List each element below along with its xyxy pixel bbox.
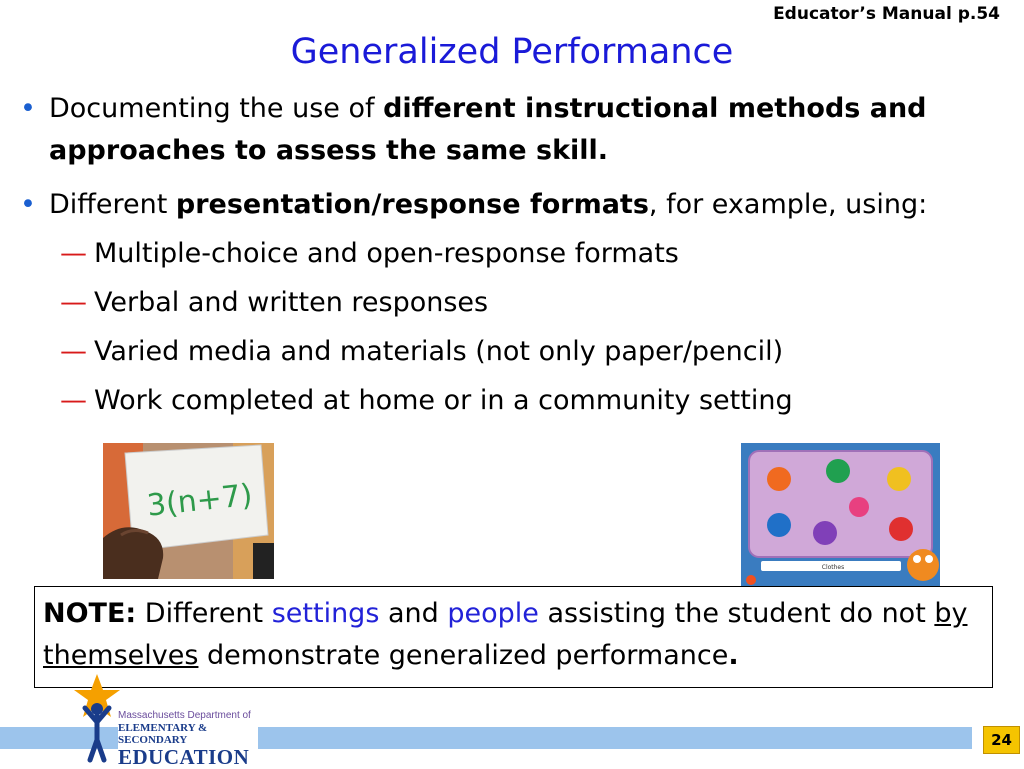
bullet-text-bold: different instructional methods and approaches to assess the same skill. — [49, 93, 927, 166]
sub-bullet-list — [18, 229, 1018, 425]
bullet-dot-icon: • — [20, 93, 36, 124]
note-label: NOTE: — [43, 598, 137, 629]
dash-icon: — — [60, 287, 87, 318]
logo-line-2: ELEMENTARY & SECONDARY — [118, 722, 208, 746]
note-box — [34, 586, 993, 688]
sub-item — [18, 278, 1018, 327]
sub-item-text: Work completed at home or in a community setting — [94, 385, 793, 416]
note-settings: settings — [271, 598, 380, 629]
sub-item — [18, 327, 1018, 376]
sub-item-text: Verbal and written responses — [94, 287, 489, 318]
game-illustration — [741, 443, 940, 589]
photo-illustration — [103, 443, 274, 579]
dash-icon: — — [60, 385, 87, 416]
bullet-text-plain: , for example, using: — [648, 189, 928, 220]
manual-reference: Educator’s Manual p.54 — [773, 4, 1000, 24]
note-underlined: by themselves — [43, 598, 968, 671]
student-card-photo — [103, 443, 274, 579]
bullet-list — [18, 88, 1018, 425]
logo-line-3: EDUCATION — [118, 745, 250, 769]
sub-item — [18, 229, 1018, 278]
note-people: people — [447, 598, 539, 629]
logo-line-1: Massachusetts Department of — [118, 710, 251, 721]
page-number: 24 — [983, 726, 1020, 754]
dash-icon: — — [60, 336, 87, 367]
slide-title: Generalized Performance — [290, 32, 734, 72]
dese-star-logo-icon — [73, 672, 121, 764]
dash-icon: — — [60, 238, 87, 269]
note-text: assisting the student do not — [538, 598, 935, 629]
note-text: Different — [136, 598, 272, 629]
sub-item-text: Multiple-choice and open-response formats — [94, 238, 679, 269]
bullet-item-documenting — [18, 88, 1018, 172]
bullet-item-formats — [18, 184, 1018, 226]
sub-item — [18, 376, 1018, 425]
note-end: . — [728, 640, 739, 671]
dese-logo — [118, 710, 258, 768]
note-text: and — [379, 598, 448, 629]
bullet-text-bold: presentation/response formats — [175, 189, 649, 220]
game-label: Clothes — [821, 564, 845, 571]
sub-item-text: Varied media and materials (not only paper/pencil) — [94, 336, 784, 367]
bullet-text-plain: Documenting the use of — [49, 93, 384, 124]
card-text: 3(n+7) — [145, 477, 255, 524]
note-text: demonstrate generalized performance — [198, 640, 729, 671]
bullet-dot-icon: • — [20, 189, 36, 220]
bullet-text-plain: Different — [49, 189, 176, 220]
game-screenshot — [741, 443, 940, 589]
